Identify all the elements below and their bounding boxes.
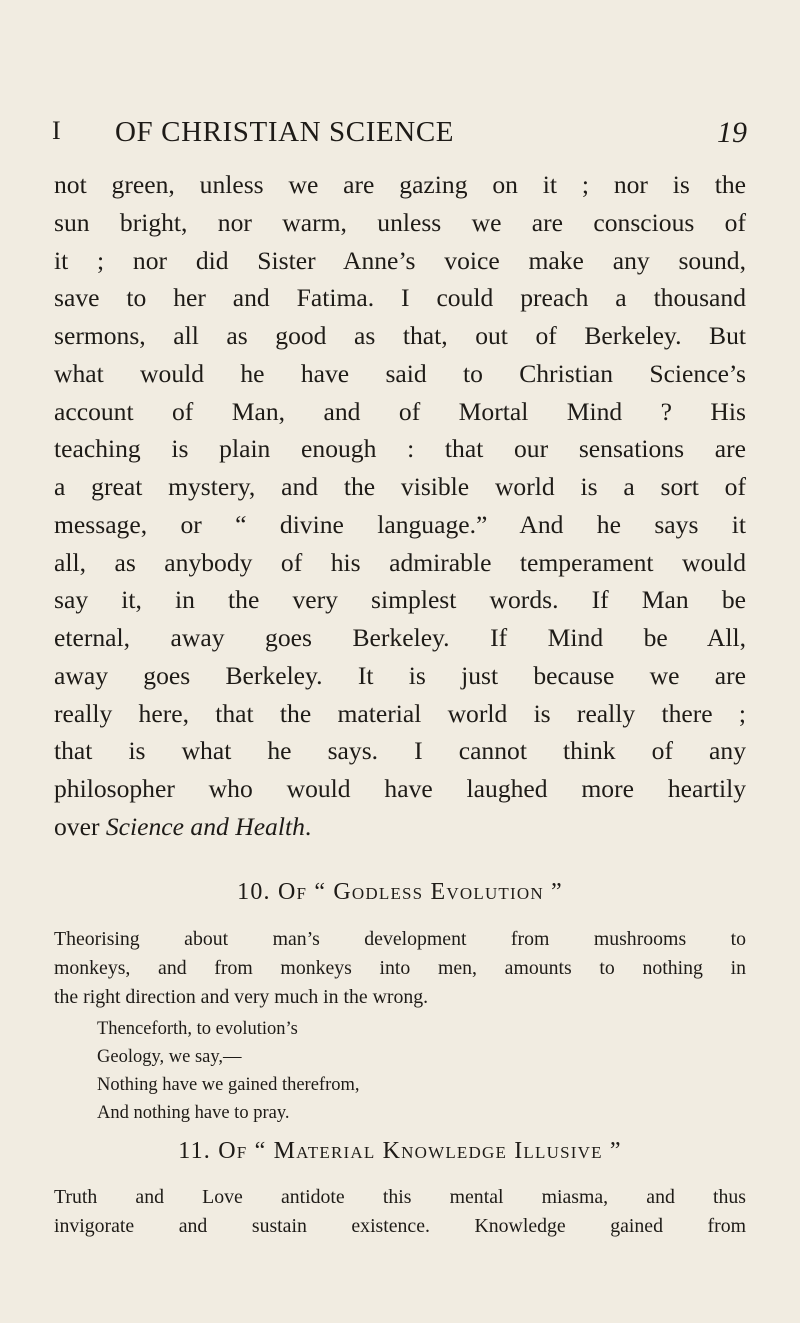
verse-line: Nothing have we gained therefrom, <box>97 1075 360 1095</box>
body-line: it ; nor did Sister Anne’s voice make any sound, <box>54 245 746 275</box>
quote-line: Truth and Love antidote this mental miasma, and thus <box>54 1186 746 1208</box>
body-line: really here, that the material world is really there ; <box>54 698 746 728</box>
body-line: eternal, away goes Berkeley. If Mind be All, <box>54 623 746 652</box>
chapter-marker: I <box>52 116 62 145</box>
verse-line: Thenceforth, to evolution’s <box>97 1019 298 1039</box>
body-line: a great mystery, and the visible world is a sort of <box>54 472 746 501</box>
page-number: 19 <box>717 116 747 149</box>
quote-line: Theorising about man’s development from mushrooms to <box>54 928 746 950</box>
quote-line: invigorate and sustain existence. Knowledge gained from <box>54 1215 746 1238</box>
section-10-number: 10. <box>237 879 271 905</box>
section-10-quote <box>54 925 746 1013</box>
running-title: OF CHRISTIAN SCIENCE <box>115 116 455 148</box>
body-line: all, as anybody of his admirable temperament would <box>54 547 746 577</box>
body-line: away goes Berkeley. It is just because we are <box>54 660 746 690</box>
body-line: message, or “ divine language.” And he says it <box>54 509 746 539</box>
body-line: account of Man, and of Mortal Mind ? His <box>54 396 746 426</box>
body-line: that is what he says. I cannot think of any <box>54 736 746 766</box>
book-title-italic: Science and Health <box>105 811 305 841</box>
body-line: not green, unless we are gazing on it ; nor is the <box>54 170 746 199</box>
verse-line: Geology, we say,— <box>97 1047 242 1067</box>
section-10-heading <box>0 879 800 906</box>
body-line: teaching is plain enough : that our sensations are <box>54 434 746 464</box>
section-11-number: 11. <box>178 1138 211 1164</box>
section-11-title: Of “ Material Knowledge Illusive ” <box>218 1138 622 1164</box>
section-10-title: Of “ Godless Evolution ” <box>277 879 563 905</box>
body-line-last <box>54 808 746 846</box>
quote-line: monkeys, and from monkeys into men, amounts to nothing in <box>54 957 746 980</box>
body-line: what would he have said to Christian Science’s <box>54 358 746 388</box>
verse-block <box>97 1015 360 1127</box>
verse-line: And nothing have to pray. <box>97 1103 290 1123</box>
running-head <box>0 116 800 156</box>
quote-line: the right direction and very much in the wrong. <box>54 986 429 1009</box>
body-line: say it, in the very simplest words. If Man be <box>54 585 746 615</box>
body-last-prefix: over <box>54 811 106 841</box>
body-line: sermons, all as good as that, out of Berkeley. But <box>54 321 746 350</box>
section-11-heading <box>0 1138 800 1165</box>
body-last-suffix: . <box>304 811 312 841</box>
body-paragraph <box>54 166 746 846</box>
body-line: save to her and Fatima. I could preach a thousand <box>54 283 746 313</box>
body-line: sun bright, nor warm, unless we are conscious of <box>54 207 746 237</box>
body-line: philosopher who would have laughed more heartily <box>54 774 746 803</box>
section-11-quote <box>54 1183 746 1241</box>
